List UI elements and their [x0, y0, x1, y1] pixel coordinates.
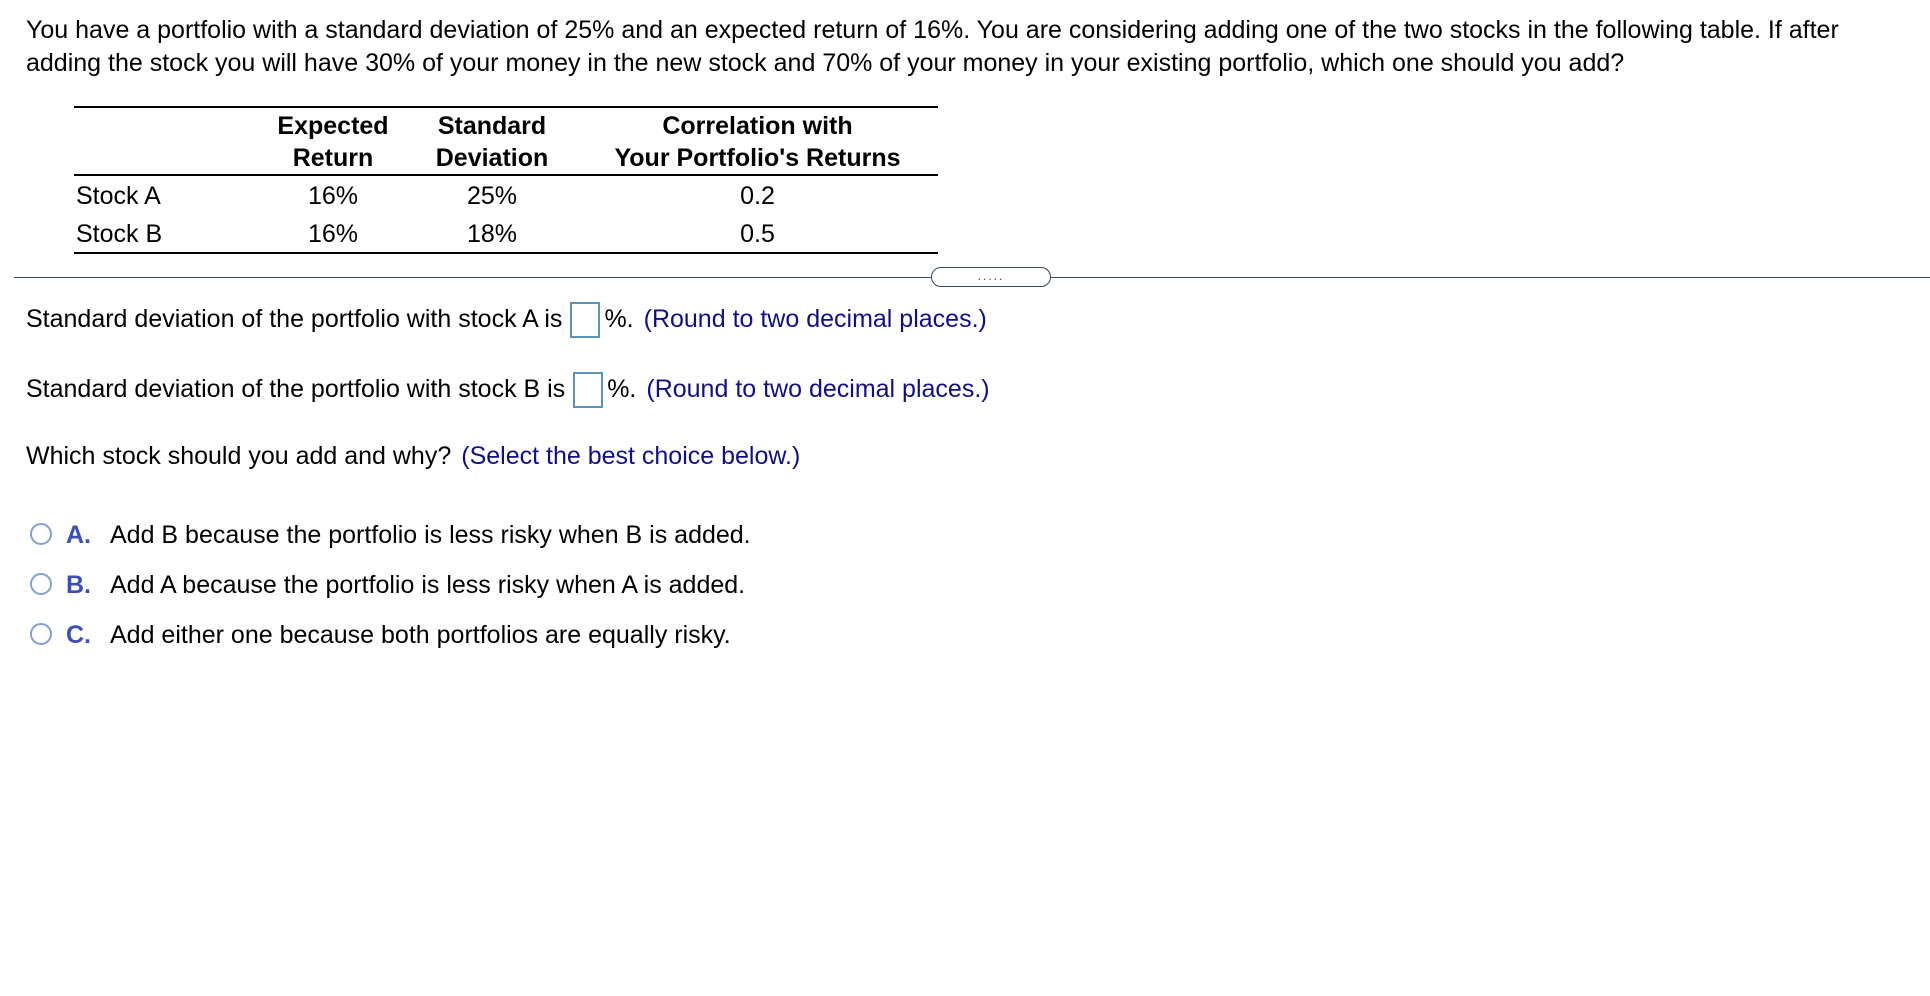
answer-line-b: [26, 372, 990, 408]
radio-icon[interactable]: [30, 523, 52, 545]
table-row: [74, 214, 938, 253]
answer-b-hint: (Round to two decimal places.): [646, 375, 990, 403]
header-expected-return-line2: Return: [292, 144, 374, 172]
answer-a-prefix: Standard deviation of the portfolio with stock A is: [26, 305, 563, 333]
answer-b-input[interactable]: [573, 372, 603, 408]
which-stock-prompt: [26, 439, 800, 473]
choice-text: Add either one because both portfolios are equally risky.: [110, 621, 731, 649]
choice-text: Add B because the portfolio is less risky when B is added.: [110, 521, 751, 549]
answer-a-hint: (Round to two decimal places.): [643, 305, 987, 333]
expand-toggle-button[interactable]: .....: [931, 267, 1051, 287]
answer-line-a: [26, 302, 987, 338]
table-row: [74, 175, 938, 214]
row-label: Stock A: [76, 182, 161, 210]
header-standard-deviation-line2: Deviation: [435, 144, 549, 172]
choice-letter: B.: [66, 571, 91, 599]
choice-c[interactable]: [30, 618, 731, 652]
stock-table: [74, 106, 938, 254]
header-standard-deviation: [407, 107, 577, 175]
answer-b-suffix: %.: [607, 375, 637, 403]
cell-correlation: 0.5: [740, 220, 775, 248]
answer-b-prefix: Standard deviation of the portfolio with stock B is: [26, 375, 566, 403]
answer-a-input[interactable]: [570, 302, 600, 338]
cell-standard-deviation: 18%: [466, 220, 518, 248]
header-standard-deviation-line1: Standard: [437, 112, 547, 140]
cell-expected-return: 16%: [307, 220, 359, 248]
which-prompt-text: Which stock should you add and why?: [26, 442, 452, 470]
header-expected-return-line1: Expected: [277, 112, 389, 140]
header-correlation: [577, 107, 938, 175]
header-correlation-line1: Correlation with: [662, 112, 853, 140]
cell-expected-return: 16%: [307, 182, 359, 210]
header-expected-return: [259, 107, 407, 175]
choice-text: Add A because the portfolio is less risky when A is added.: [110, 571, 746, 599]
choice-letter: A.: [66, 521, 91, 549]
cell-correlation: 0.2: [740, 182, 775, 210]
radio-icon[interactable]: [30, 623, 52, 645]
choice-b[interactable]: [30, 568, 745, 602]
choice-a[interactable]: [30, 518, 751, 552]
radio-icon[interactable]: [30, 573, 52, 595]
choice-letter: C.: [66, 621, 91, 649]
question-text: You have a portfolio with a standard deviation of 25% and an expected return of 16%. You are considering adding one of the two stocks in the following table. If after adding the stock you will have 30% of your money in the new stock and 70% of your money in your existing portfolio, which one should you add?: [26, 16, 1839, 77]
header-empty: [74, 107, 259, 175]
which-hint: (Select the best choice below.): [461, 442, 801, 470]
table-header-row: [74, 107, 938, 175]
header-correlation-line2: Your Portfolio's Returns: [614, 144, 901, 172]
row-label: Stock B: [76, 220, 163, 248]
cell-standard-deviation: 25%: [466, 182, 518, 210]
answer-a-suffix: %.: [604, 305, 634, 333]
